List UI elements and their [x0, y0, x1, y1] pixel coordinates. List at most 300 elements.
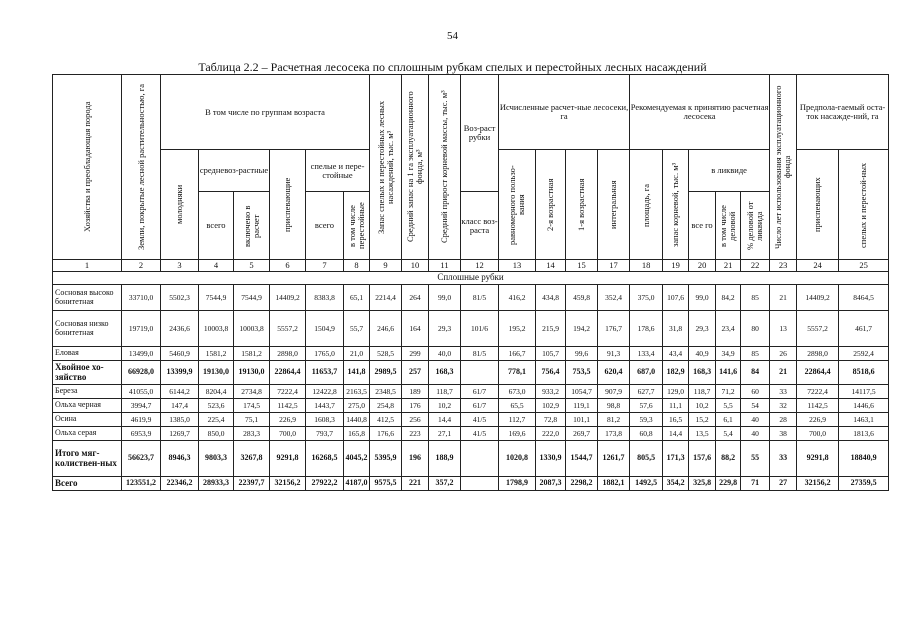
table-cell: 1330,9 — [536, 441, 566, 477]
table-cell: 33710,0 — [122, 285, 161, 311]
table-cell: 459,8 — [566, 285, 598, 311]
table-cell: 2214,4 — [370, 285, 402, 311]
table-cell: 257 — [402, 361, 429, 385]
table-cell: 21 — [770, 285, 797, 311]
table-cell: 254,8 — [370, 399, 402, 413]
table-cell: 174,5 — [234, 399, 270, 413]
table-cell: 2989,5 — [370, 361, 402, 385]
header-incl-ripening: включено в расчет — [234, 192, 270, 260]
header-remain-ripening: приспевающих — [797, 150, 839, 260]
table-cell: 221 — [402, 477, 429, 491]
table-cell: 2298,2 — [566, 477, 598, 491]
table-cell: 2734,8 — [234, 385, 270, 399]
table-cell: 226,9 — [797, 413, 839, 427]
table-cell: 528,5 — [370, 347, 402, 361]
table-cell: 16268,5 — [306, 441, 344, 477]
table-cell: 27 — [770, 477, 797, 491]
table-cell: 176,6 — [370, 427, 402, 441]
table-cell: 60 — [741, 385, 770, 399]
table-cell: 933,2 — [536, 385, 566, 399]
table-cell: 4619,9 — [122, 413, 161, 427]
table-cell: 7222,4 — [270, 385, 306, 399]
table-row — [53, 361, 889, 385]
column-number: 20 — [689, 260, 716, 272]
header-age2: 2-я возрастная — [536, 150, 566, 260]
table-cell: 1440,8 — [344, 413, 370, 427]
header-cut-age: Воз-раст рубки — [461, 75, 499, 192]
table-cell: 23,4 — [716, 311, 741, 347]
table-cell: 101,1 — [566, 413, 598, 427]
column-number: 19 — [663, 260, 689, 272]
table-cell: 7544,9 — [234, 285, 270, 311]
table-cell: 461,7 — [839, 311, 889, 347]
table-cell: 15,2 — [689, 413, 716, 427]
table-cell: 40,0 — [429, 347, 461, 361]
column-number: 9 — [370, 260, 402, 272]
table-cell: 22346,2 — [161, 477, 199, 491]
table-cell: 133,4 — [630, 347, 663, 361]
table-cell: 176 — [402, 399, 429, 413]
row-name: Береза — [53, 385, 122, 399]
table-cell: 101/6 — [461, 311, 499, 347]
header-age1: 1-я возрастная — [566, 150, 598, 260]
header-integral: интегральная — [598, 150, 630, 260]
table-cell: 9803,3 — [199, 441, 234, 477]
table-cell: 66928,0 — [122, 361, 161, 385]
column-number: 15 — [566, 260, 598, 272]
table-cell: 1463,1 — [839, 413, 889, 427]
header-remain-mature: спелых и перестой-ных — [839, 150, 889, 260]
table-cell: 6,1 — [716, 413, 741, 427]
header-liquid: в ликвиде — [689, 150, 770, 192]
table-cell: 2087,3 — [536, 477, 566, 491]
column-number: 5 — [234, 260, 270, 272]
row-name: Ольха черная — [53, 399, 122, 413]
column-number: 6 — [270, 260, 306, 272]
table-cell: 19130,0 — [199, 361, 234, 385]
table-cell: 2898,0 — [797, 347, 839, 361]
column-number: 3 — [161, 260, 199, 272]
table-cell: 99,6 — [566, 347, 598, 361]
table-cell: 299 — [402, 347, 429, 361]
table-cell: 65,1 — [344, 285, 370, 311]
column-number: 14 — [536, 260, 566, 272]
table-cell: 778,1 — [499, 361, 536, 385]
table-cell: 229,8 — [716, 477, 741, 491]
table-cell: 354,2 — [663, 477, 689, 491]
table-cell: 169,6 — [499, 427, 536, 441]
column-number: 23 — [770, 260, 797, 272]
table-cell: 32156,2 — [797, 477, 839, 491]
table-cell: 38 — [770, 427, 797, 441]
table-cell: 5557,2 — [270, 311, 306, 347]
table-cell: 1798,9 — [499, 477, 536, 491]
table-cell: 4045,2 — [344, 441, 370, 477]
column-number: 10 — [402, 260, 429, 272]
table-cell: 11653,7 — [306, 361, 344, 385]
table-cell: 1443,7 — [306, 399, 344, 413]
table-cell: 22864,4 — [270, 361, 306, 385]
table-cell: 65,5 — [499, 399, 536, 413]
table-cell: 5502,3 — [161, 285, 199, 311]
table-cell: 112,7 — [499, 413, 536, 427]
table-cell: 57,6 — [630, 399, 663, 413]
table-body — [53, 285, 889, 491]
header-age-groups: В том числе по группам возраста — [161, 75, 370, 150]
table-cell: 41055,0 — [122, 385, 161, 399]
table-cell: 88,2 — [716, 441, 741, 477]
table-cell: 55 — [741, 441, 770, 477]
header-avg-stock: Средний запас на 1 га эксплуатационного фонда, м³ — [402, 75, 429, 260]
table-cell: 5557,2 — [797, 311, 839, 347]
table-cell: 1581,2 — [199, 347, 234, 361]
row-name: Еловая — [53, 347, 122, 361]
table-cell: 14409,2 — [797, 285, 839, 311]
table-row — [53, 311, 889, 347]
table-cell: 5,5 — [716, 399, 741, 413]
table-cell: 5460,9 — [161, 347, 199, 361]
table-cell: 5,4 — [716, 427, 741, 441]
header-area: площадь, га — [630, 150, 663, 260]
table-cell: 91,3 — [598, 347, 630, 361]
table-cell: 1504,9 — [306, 311, 344, 347]
table-cell: 352,4 — [598, 285, 630, 311]
table-cell: 1142,5 — [270, 399, 306, 413]
table-cell: 14,4 — [663, 427, 689, 441]
table-cell: 12422,8 — [306, 385, 344, 399]
table-cell: 2348,5 — [370, 385, 402, 399]
header-middle: средневоз-растные — [199, 150, 270, 192]
header-uniform: равномерного пользо-вания — [499, 150, 536, 260]
table-cell: 41/5 — [461, 413, 499, 427]
table-cell: 269,7 — [566, 427, 598, 441]
table-cell: 9291,8 — [270, 441, 306, 477]
table-row — [53, 385, 889, 399]
table-cell: 80 — [741, 311, 770, 347]
table-cell: 29,3 — [429, 311, 461, 347]
table-cell: 11,1 — [663, 399, 689, 413]
table-cell: 123551,2 — [122, 477, 161, 491]
header-years: Число лет использования эксплуатационного фонда — [770, 75, 797, 260]
section-title: Сплошные рубки — [53, 272, 889, 285]
column-number: 4 — [199, 260, 234, 272]
table-cell: 215,9 — [536, 311, 566, 347]
table-cell: 31,8 — [663, 311, 689, 347]
header-recommended: Рекомендуемая к принятию расчетная лесосека — [630, 75, 770, 150]
table-cell: 9575,5 — [370, 477, 402, 491]
table-caption: Таблица 2.2 – Расчетная лесосека по сплошным рубкам спелых и перестойных лесных насаждений — [198, 60, 707, 74]
table-cell: 1054,7 — [566, 385, 598, 399]
table-cell: 805,5 — [630, 441, 663, 477]
table-cell: 8204,4 — [199, 385, 234, 399]
table-cell: 55,7 — [344, 311, 370, 347]
table-cell: 102,9 — [536, 399, 566, 413]
table-cell: 14117,5 — [839, 385, 889, 399]
table-cell: 71,2 — [716, 385, 741, 399]
table-cell: 22864,4 — [797, 361, 839, 385]
table-cell: 195,2 — [499, 311, 536, 347]
table-cell: 523,6 — [199, 399, 234, 413]
table-cell: 246,6 — [370, 311, 402, 347]
table-cell: 6953,9 — [122, 427, 161, 441]
header-farm: Хозяйства и преобладающая порода — [53, 75, 122, 260]
table-cell: 10003,8 — [199, 311, 234, 347]
table-cell: 19719,0 — [122, 311, 161, 347]
table-cell: 84,2 — [716, 285, 741, 311]
header-incl-overmature: в том числе перестойные — [344, 192, 370, 260]
table-cell: 71 — [741, 477, 770, 491]
table-cell: 54 — [741, 399, 770, 413]
table-cell: 129,0 — [663, 385, 689, 399]
row-name: Хвойное хо-зяйство — [53, 361, 122, 385]
table-row — [53, 427, 889, 441]
table-cell: 434,8 — [536, 285, 566, 311]
table-cell: 2898,0 — [270, 347, 306, 361]
table-cell: 40 — [741, 413, 770, 427]
table-cell — [461, 477, 499, 491]
table-cell: 188,9 — [429, 441, 461, 477]
table-cell: 1385,0 — [161, 413, 199, 427]
row-name: Итого мяг-колиствен-ных — [53, 441, 122, 477]
table-cell: 13,5 — [689, 427, 716, 441]
table-cell: 2436,6 — [161, 311, 199, 347]
table-cell: 627,7 — [630, 385, 663, 399]
forest-cut-table — [52, 74, 889, 491]
table-cell: 222,0 — [536, 427, 566, 441]
table-cell: 264 — [402, 285, 429, 311]
table-cell: 4187,0 — [344, 477, 370, 491]
table-cell: 3994,7 — [122, 399, 161, 413]
table-cell: 164 — [402, 311, 429, 347]
table-cell: 226,9 — [270, 413, 306, 427]
row-name: Осина — [53, 413, 122, 427]
table-row — [53, 285, 889, 311]
table-cell: 27922,2 — [306, 477, 344, 491]
header-root-stock: запас корневой, тыс. м³ — [663, 150, 689, 260]
table-cell: 85 — [741, 347, 770, 361]
table-cell: 1020,8 — [499, 441, 536, 477]
table-cell: 56623,7 — [122, 441, 161, 477]
table-cell: 85 — [741, 285, 770, 311]
column-number: 24 — [797, 260, 839, 272]
column-number: 12 — [461, 260, 499, 272]
table-cell: 29,3 — [689, 311, 716, 347]
header-cut-class: класс воз-раста — [461, 192, 499, 260]
table-cell: 8518,6 — [839, 361, 889, 385]
table-cell: 10003,8 — [234, 311, 270, 347]
table-cell: 157,6 — [689, 441, 716, 477]
table-cell: 182,9 — [663, 361, 689, 385]
table-cell: 753,5 — [566, 361, 598, 385]
table-row — [53, 441, 889, 477]
row-name: Сосновая низко бонитетная — [53, 311, 122, 347]
table-cell: 687,0 — [630, 361, 663, 385]
header-land: Земли, покрытые лесной растительностью, га — [122, 75, 161, 260]
column-number: 11 — [429, 260, 461, 272]
table-cell: 8383,8 — [306, 285, 344, 311]
table-cell: 141,8 — [344, 361, 370, 385]
table-cell: 107,6 — [663, 285, 689, 311]
table-cell: 1261,7 — [598, 441, 630, 477]
table-cell: 223 — [402, 427, 429, 441]
table-cell: 81,2 — [598, 413, 630, 427]
table-cell: 166,7 — [499, 347, 536, 361]
table-cell: 99,0 — [689, 285, 716, 311]
table-cell: 5395,9 — [370, 441, 402, 477]
table-cell: 416,2 — [499, 285, 536, 311]
table-cell: 27,1 — [429, 427, 461, 441]
table-cell: 1813,6 — [839, 427, 889, 441]
table-cell: 176,7 — [598, 311, 630, 347]
table-cell: 99,0 — [429, 285, 461, 311]
table-cell: 32156,2 — [270, 477, 306, 491]
table-cell: 225,4 — [199, 413, 234, 427]
table-cell: 34,9 — [716, 347, 741, 361]
table-cell: 173,8 — [598, 427, 630, 441]
table-cell: 256 — [402, 413, 429, 427]
row-name: Ольха серая — [53, 427, 122, 441]
table-cell: 1608,3 — [306, 413, 344, 427]
column-number: 21 — [716, 260, 741, 272]
table-cell: 98,8 — [598, 399, 630, 413]
table-cell: 141,6 — [716, 361, 741, 385]
table-cell: 14409,2 — [270, 285, 306, 311]
table-cell: 673,0 — [499, 385, 536, 399]
table-row — [53, 399, 889, 413]
table-cell: 28933,3 — [199, 477, 234, 491]
table-cell: 81/5 — [461, 347, 499, 361]
table-cell: 194,2 — [566, 311, 598, 347]
page-number: 54 — [447, 30, 458, 42]
column-number: 18 — [630, 260, 663, 272]
header-mature: спелые и пере-стойные — [306, 150, 370, 192]
row-name: Всего — [53, 477, 122, 491]
table-cell: 700,0 — [797, 427, 839, 441]
table-cell: 40 — [741, 427, 770, 441]
table-cell: 412,5 — [370, 413, 402, 427]
table-cell: 1142,5 — [797, 399, 839, 413]
column-number: 8 — [344, 260, 370, 272]
column-number: 1 — [53, 260, 122, 272]
table-cell: 10,2 — [429, 399, 461, 413]
table-cell: 59,3 — [630, 413, 663, 427]
table-cell: 105,7 — [536, 347, 566, 361]
table-cell: 147,4 — [161, 399, 199, 413]
table-cell: 41/5 — [461, 427, 499, 441]
table-cell: 43,4 — [663, 347, 689, 361]
table-cell: 178,6 — [630, 311, 663, 347]
header-young: молодняки — [161, 150, 199, 260]
table-cell: 60,8 — [630, 427, 663, 441]
column-number: 22 — [741, 260, 770, 272]
table-cell: 40,9 — [689, 347, 716, 361]
table-cell: 10,2 — [689, 399, 716, 413]
table-cell: 168,3 — [429, 361, 461, 385]
header-calc: Исчисленные расчет-ные лесосеки, га — [499, 75, 630, 150]
table-cell: 700,0 — [270, 427, 306, 441]
table-cell: 75,1 — [234, 413, 270, 427]
table-cell: 171,3 — [663, 441, 689, 477]
table-cell: 33 — [770, 385, 797, 399]
table-cell: 189 — [402, 385, 429, 399]
table-cell: 27359,5 — [839, 477, 889, 491]
column-number: 13 — [499, 260, 536, 272]
table-cell: 2592,4 — [839, 347, 889, 361]
table-cell — [461, 441, 499, 477]
table-cell: 21 — [770, 361, 797, 385]
table-cell: 7222,4 — [797, 385, 839, 399]
table-cell: 61/7 — [461, 385, 499, 399]
table-cell: 620,4 — [598, 361, 630, 385]
table-cell: 6144,2 — [161, 385, 199, 399]
table-cell: 22397,7 — [234, 477, 270, 491]
header-remain: Предпола-гаемый оста-ток насажде-ний, га — [797, 75, 889, 150]
table-cell: 850,0 — [199, 427, 234, 441]
table-cell: 84 — [741, 361, 770, 385]
header-business-pct: % деловой от ликвида — [741, 192, 770, 260]
column-number: 17 — [598, 260, 630, 272]
table-cell: 1446,6 — [839, 399, 889, 413]
table-cell: 32 — [770, 399, 797, 413]
table-cell: 21,0 — [344, 347, 370, 361]
table-cell: 357,2 — [429, 477, 461, 491]
table-cell: 81/5 — [461, 285, 499, 311]
table-cell: 14,4 — [429, 413, 461, 427]
table-cell: 756,4 — [536, 361, 566, 385]
table-cell: 1765,0 — [306, 347, 344, 361]
table-cell: 7544,9 — [199, 285, 234, 311]
table-cell: 118,7 — [689, 385, 716, 399]
table-cell: 168,3 — [689, 361, 716, 385]
table-cell: 1492,5 — [630, 477, 663, 491]
header-ripening: приспевающие — [270, 150, 306, 260]
table-cell: 9291,8 — [797, 441, 839, 477]
table-cell: 2163,5 — [344, 385, 370, 399]
table-cell: 325,8 — [689, 477, 716, 491]
table-cell: 16,5 — [663, 413, 689, 427]
row-name: Сосновая высоко бонитетная — [53, 285, 122, 311]
table-cell: 1269,7 — [161, 427, 199, 441]
table-cell: 33 — [770, 441, 797, 477]
header-liquid-total: все го — [689, 192, 716, 260]
table-cell: 19130,0 — [234, 361, 270, 385]
table-cell: 18840,9 — [839, 441, 889, 477]
table-cell: 1581,2 — [234, 347, 270, 361]
column-number: 2 — [122, 260, 161, 272]
table-row — [53, 477, 889, 491]
table-cell: 8464,5 — [839, 285, 889, 311]
table-cell: 26 — [770, 347, 797, 361]
table-cell: 375,0 — [630, 285, 663, 311]
table-row — [53, 413, 889, 427]
table-cell: 275,0 — [344, 399, 370, 413]
header-growth: Средний прирост корневой массы, тыс. м³ — [429, 75, 461, 260]
table-cell: 119,1 — [566, 399, 598, 413]
table-cell: 283,3 — [234, 427, 270, 441]
table-cell: 118,7 — [429, 385, 461, 399]
table-cell: 165,8 — [344, 427, 370, 441]
table-cell: 3267,8 — [234, 441, 270, 477]
table-cell: 8946,3 — [161, 441, 199, 477]
header-mature-total: всего — [306, 192, 344, 260]
table-row — [53, 347, 889, 361]
header-incl-business: в том числе деловой — [716, 192, 741, 260]
table-cell: 72,8 — [536, 413, 566, 427]
table-cell: 1544,7 — [566, 441, 598, 477]
header-stock: Запас спелых и перестойных лесных насаждений, тыс. м³ — [370, 75, 402, 260]
column-number: 7 — [306, 260, 344, 272]
table-cell: 61/7 — [461, 399, 499, 413]
